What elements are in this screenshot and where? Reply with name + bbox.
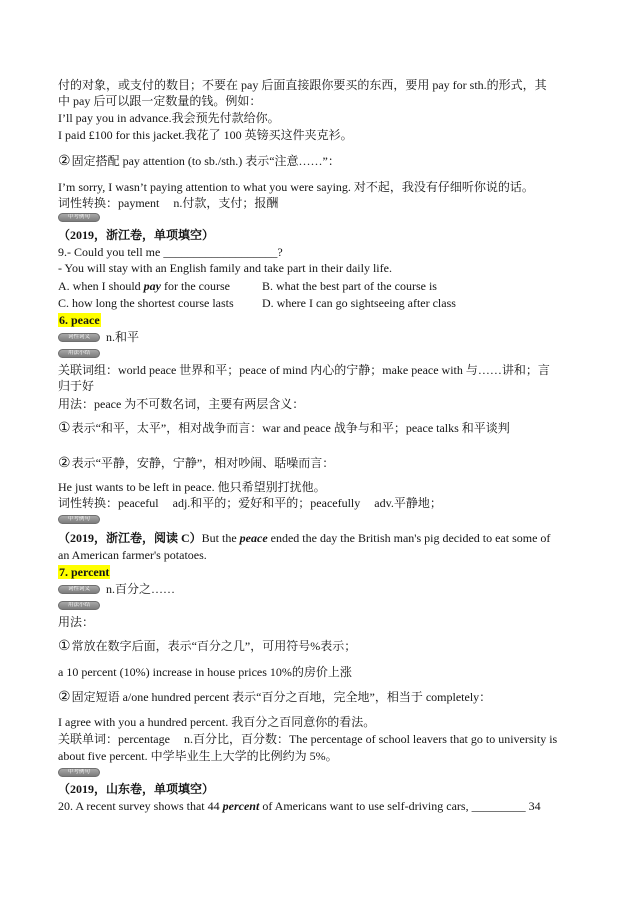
peace-sense-1-text: 表示“和平，太平”，相对战争而言：war and peace 战争与和平；peace talks 和平谈判 xyxy=(71,421,510,435)
option-d: D. where I can go sightseeing after class xyxy=(262,296,456,310)
pay-point-2 xyxy=(58,153,340,170)
peace-example: He just wants to be left in peace. 他只希望别打扰他。 xyxy=(58,480,326,494)
pay-conversion xyxy=(58,195,278,211)
percent-meaning: n.百分之…… xyxy=(106,582,176,596)
percent-sense-2 xyxy=(58,689,491,706)
option-a-after: for the course xyxy=(161,279,230,293)
pay-exam-options-row2 xyxy=(58,295,538,311)
peace-exam-keyword: peace xyxy=(239,531,268,545)
pay-example-1: I’ll pay you in advance.我会预先付款给你。 xyxy=(58,111,280,125)
percent-exam-source: （2019，山东卷，单项填空） xyxy=(58,782,215,796)
usage-summary-badge: 用法小结 xyxy=(58,601,100,610)
peace-exam-source: （2019，浙江卷，阅读 C） xyxy=(58,531,202,545)
percent-related-label: 关联单词：percentage xyxy=(58,732,170,746)
exam-example-badge: 中考例句 xyxy=(58,515,100,524)
percent-sense-2-text: 固定短语 a/one hundred percent 表示“百分之百地，完全地”，相当于 completely： xyxy=(71,690,492,704)
percent-exam-question xyxy=(58,798,541,814)
peace-heading xyxy=(58,312,101,328)
percent-sense-1-text: 常放在数字后面，表示“百分之几”，可用符号%表示； xyxy=(71,639,357,653)
part-of-speech-badge: 词性词义 xyxy=(58,585,100,594)
peace-exam-line2: an American farmer's potatoes. xyxy=(58,548,207,562)
percent-heading-text: 7. percent xyxy=(59,565,110,579)
percent-exam-before: 20. A recent survey shows that 44 xyxy=(58,799,223,813)
peace-phrases-line1: 关联词组：world peace 世界和平；peace of mind 内心的宁静；make peace with 与……讲和；言 xyxy=(58,363,550,377)
percent-usage-intro: 用法： xyxy=(58,615,95,629)
peace-sense-1 xyxy=(58,420,510,437)
peace-conversion-label: 词性转换：peaceful xyxy=(58,496,159,510)
pay-point-2-text: 固定搭配 pay attention (to sb./sth.) 表示“注意……”： xyxy=(71,154,340,168)
peace-exam-before: But the xyxy=(201,531,240,545)
usage-summary-badge: 用法小结 xyxy=(58,349,100,358)
circled-number-2: ② xyxy=(58,154,71,169)
circled-number-2: ② xyxy=(58,456,71,471)
pay-conversion-meaning: n.付款，支付；报酬 xyxy=(173,196,279,210)
exam-example-badge: 中考例句 xyxy=(58,213,100,222)
percent-sense-2-example: I agree with you a hundred percent. 我百分之百同意你的看法。 xyxy=(58,715,376,729)
circled-number-1: ① xyxy=(58,421,71,436)
pay-exam-options-row1 xyxy=(58,278,538,294)
peace-conversion-adj: adj.和平的；爱好和平的；peacefully xyxy=(172,496,361,510)
pay-exam-reply: - You will stay with an English family and take part in their daily life. xyxy=(58,261,392,275)
option-c: C. how long the shortest course lasts xyxy=(58,296,234,310)
pay-exam-question: 9.- Could you tell me ___________________? xyxy=(58,245,283,259)
pay-conversion-label: 词性转换：payment xyxy=(58,196,160,210)
pay-example-3: I’m sorry, I wasn’t paying attention to what you were saying. 对不起，我没有仔细听你说的话。 xyxy=(58,180,534,194)
pay-intro-line2: 中 pay 后可以跟一定数量的钱。例如： xyxy=(58,94,262,108)
percent-related xyxy=(58,731,557,747)
peace-phrases-line2: 归于好 xyxy=(58,379,95,393)
option-a-keyword: pay xyxy=(143,279,161,293)
pay-intro-line1: 付的对象，或支付的数目；不要在 pay 后面直接跟你要买的东西，要用 pay for sth.的形式，其 xyxy=(58,78,547,92)
pay-example-2: I paid £100 for this jacket.我花了 100 英镑买这件夹克衫。 xyxy=(58,128,353,142)
circled-number-1: ① xyxy=(58,639,71,654)
peace-usage-intro: 用法：peace 为不可数名词，主要有两层含义： xyxy=(58,397,305,411)
percent-exam-keyword: percent xyxy=(222,799,260,813)
pay-exam-source: （2019，浙江卷，单项填空） xyxy=(58,228,215,242)
option-a-before: A. when I should xyxy=(58,279,144,293)
percent-related-line2: about five percent. 中学毕业生上大学的比例约为 5%。 xyxy=(58,749,338,763)
percent-sense-1 xyxy=(58,638,356,655)
percent-sense-1-example: a 10 percent (10%) increase in house prices 10%的房价上涨 xyxy=(58,665,352,679)
peace-sense-2 xyxy=(58,455,334,472)
percent-related-meaning: n.百分比，百分数：The percentage of school leavers that go to university is xyxy=(183,732,558,746)
circled-number-2: ② xyxy=(58,690,71,705)
exam-example-badge: 中考例句 xyxy=(58,768,100,777)
peace-heading-text: 6. peace xyxy=(59,313,100,327)
part-of-speech-badge: 词性词义 xyxy=(58,333,100,342)
option-a xyxy=(58,279,230,293)
percent-heading xyxy=(58,564,110,580)
peace-meaning: n.和平 xyxy=(106,330,140,344)
peace-exam-line1 xyxy=(58,530,550,546)
option-b: B. what the best part of the course is xyxy=(262,279,437,293)
peace-sense-2-text: 表示“平静，安静，宁静”，相对吵闹、聒噪而言： xyxy=(71,456,335,470)
peace-conversion-adv: adv.平静地； xyxy=(374,496,442,510)
peace-exam-after: ended the day the British man's pig decided to eat some of xyxy=(267,531,551,545)
peace-conversion xyxy=(58,495,442,511)
percent-exam-after: of Americans want to use self-driving cars, _________ 34 xyxy=(259,799,541,813)
